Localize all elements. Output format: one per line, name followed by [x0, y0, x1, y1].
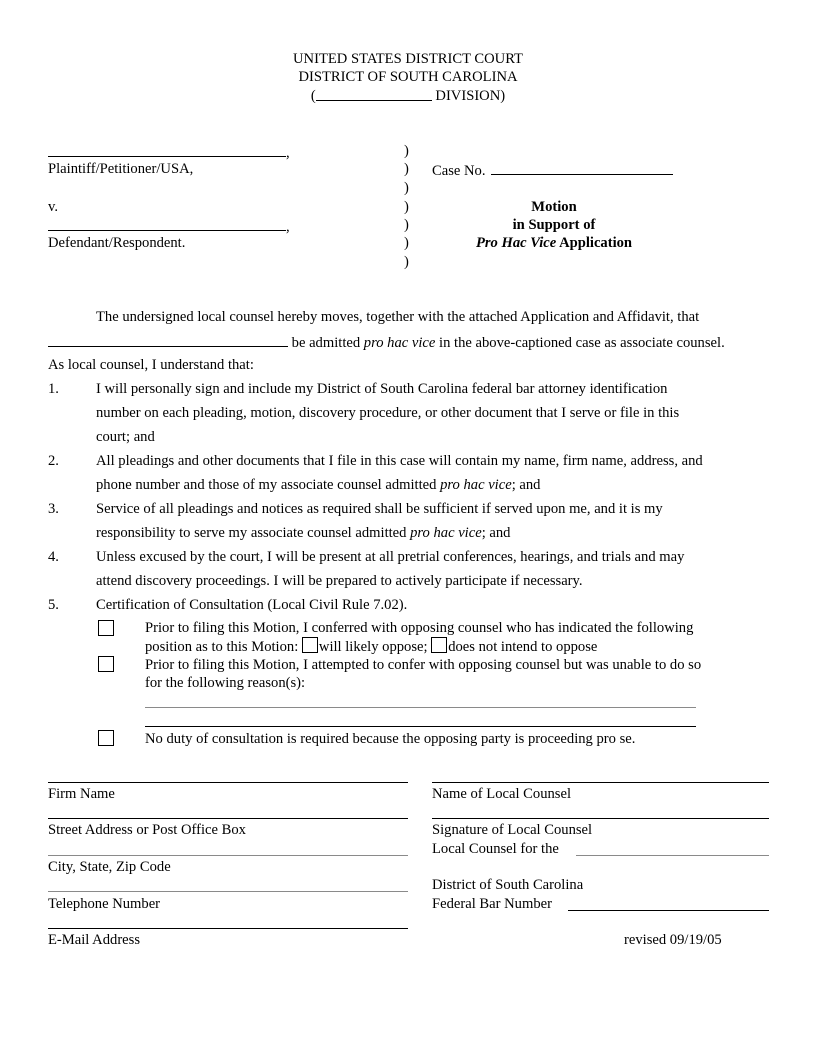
item-2-line-1: All pleadings and other documents that I file in this case will contain my name, firm name, address, and: [96, 453, 703, 469]
option-1-line-1: Prior to filing this Motion, I conferred with opposing counsel who has indicated the following: [145, 620, 694, 636]
intro-line-2a: be admitted: [291, 335, 364, 351]
pro-hac-vice-text: pro hac vice: [440, 477, 512, 493]
option-2-line-1: Prior to filing this Motion, I attempted to confer with opposing counsel but was unable to do so: [145, 657, 702, 673]
pro-hac-vice-title: Pro Hac Vice: [475, 235, 557, 251]
local-counsel-for-blank[interactable]: [576, 855, 769, 856]
division-open-paren: (: [310, 88, 316, 104]
item-number-5: 5.: [48, 597, 59, 613]
district-title: DISTRICT OF SOUTH CAROLINA: [298, 69, 518, 85]
motion-title: Motion: [531, 199, 577, 215]
caption-paren: ): [404, 235, 409, 251]
associate-counsel-blank[interactable]: [48, 332, 288, 347]
defendant-label: Defendant/Respondent.: [48, 235, 186, 251]
firm-name-label: Firm Name: [48, 786, 115, 802]
intro-line-2: [48, 332, 725, 352]
division-label: DIVISION): [435, 88, 506, 104]
item-4-line-2: attend discovery proceedings. I will be prepared to actively participate if necessary.: [96, 573, 583, 589]
federal-bar-label: Federal Bar Number: [432, 896, 552, 912]
division-line: [0, 87, 816, 105]
division-blank[interactable]: [316, 87, 432, 101]
case-number-blank[interactable]: [491, 160, 673, 175]
intro-line-3: As local counsel, I understand that:: [48, 357, 254, 373]
plaintiff-comma: ,: [286, 145, 290, 161]
option-1-line-2a: position as to this Motion:: [145, 639, 302, 655]
city-state-zip-line[interactable]: [48, 855, 408, 856]
item-number-3: 3.: [48, 501, 59, 517]
item-1-line-1: I will personally sign and include my District of South Carolina federal bar attorney identification: [96, 381, 668, 397]
item-number-4: 4.: [48, 549, 59, 565]
versus-label: v.: [48, 199, 58, 215]
email-label: E-Mail Address: [48, 932, 141, 948]
no-duty-checkbox[interactable]: [98, 730, 114, 746]
item-3-line-2a: responsibility to serve my associate counsel admitted: [96, 525, 411, 541]
plaintiff-label: Plaintiff/Petitioner/USA,: [48, 161, 194, 177]
plaintiff-name-blank[interactable]: [48, 142, 286, 157]
intro-line-1: The undersigned local counsel hereby moves, together with the attached Application and Affidavit, that: [96, 309, 700, 325]
caption-paren: ): [404, 254, 409, 270]
caption-paren: ): [404, 180, 409, 196]
not-oppose-label: does not intend to oppose: [448, 639, 598, 655]
intro-line-2b: in the above-captioned case as associate counsel.: [435, 335, 725, 351]
revision-date: revised 09/19/05: [624, 932, 722, 948]
case-number-label: Case No.: [432, 163, 486, 179]
item-number-1: 1.: [48, 381, 59, 397]
pro-hac-vice-text: pro hac vice: [410, 525, 482, 541]
not-oppose-checkbox[interactable]: [431, 637, 447, 653]
option-2-line-2: for the following reason(s):: [145, 675, 306, 691]
item-2-line-2a: phone number and those of my associate counsel admitted: [96, 477, 441, 493]
caption-paren: ): [404, 161, 409, 177]
item-2-line-2b: ; and: [511, 477, 541, 493]
signature-line[interactable]: [432, 818, 769, 819]
reason-blank-line-2[interactable]: [145, 726, 696, 727]
reason-blank-line-1[interactable]: [145, 707, 696, 708]
defendant-name-line[interactable]: [48, 216, 290, 236]
item-1-line-3: court; and: [96, 429, 155, 445]
will-oppose-label: will likely oppose;: [318, 639, 432, 655]
will-oppose-checkbox[interactable]: [302, 637, 318, 653]
email-line[interactable]: [48, 928, 408, 929]
item-3-line-1: Service of all pleadings and notices as required shall be sufficient if served upon me, and it is my: [96, 501, 663, 517]
local-counsel-name-label: Name of Local Counsel: [432, 786, 572, 802]
signature-label: Signature of Local Counsel: [432, 822, 593, 838]
defendant-name-blank[interactable]: [48, 216, 286, 231]
item-3-line-2: [96, 524, 510, 542]
district-label: District of South Carolina: [432, 877, 584, 893]
item-5-line-1: Certification of Consultation (Local Civil Rule 7.02).: [96, 597, 408, 613]
telephone-label: Telephone Number: [48, 896, 161, 912]
court-title: UNITED STATES DISTRICT COURT: [293, 51, 523, 67]
option-3-text: No duty of consultation is required because the opposing party is proceeding pro se.: [145, 731, 636, 747]
city-state-zip-label: City, State, Zip Code: [48, 859, 171, 875]
street-address-line[interactable]: [48, 818, 408, 819]
motion-subtitle: in Support of: [512, 217, 596, 233]
item-number-2: 2.: [48, 453, 59, 469]
application-word: Application: [559, 235, 633, 251]
local-counsel-for-label: Local Counsel for the: [432, 841, 559, 857]
local-counsel-name-line[interactable]: [432, 782, 769, 783]
attempted-confer-checkbox[interactable]: [98, 656, 114, 672]
caption-paren: ): [404, 217, 409, 233]
conferred-checkbox[interactable]: [98, 620, 114, 636]
telephone-line[interactable]: [48, 891, 408, 892]
item-2-line-2: [96, 476, 540, 494]
item-4-line-1: Unless excused by the court, I will be present at all pretrial conferences, hearings, and trials and may: [96, 549, 685, 565]
caption-paren: ): [404, 143, 409, 159]
street-address-label: Street Address or Post Office Box: [48, 822, 246, 838]
case-number-line: [432, 160, 673, 180]
caption-paren: ): [404, 199, 409, 215]
pro-hac-vice-text: pro hac vice: [363, 335, 436, 351]
item-1-line-2: number on each pleading, motion, discovery procedure, or other document that I serve or file in this: [96, 405, 680, 421]
motion-application-title: [450, 234, 658, 252]
plaintiff-name-line[interactable]: [48, 142, 290, 162]
item-3-line-2b: ; and: [481, 525, 511, 541]
defendant-comma: ,: [286, 219, 290, 235]
federal-bar-blank[interactable]: [568, 910, 769, 911]
firm-name-line[interactable]: [48, 782, 408, 783]
option-1-line-2: [145, 637, 597, 656]
